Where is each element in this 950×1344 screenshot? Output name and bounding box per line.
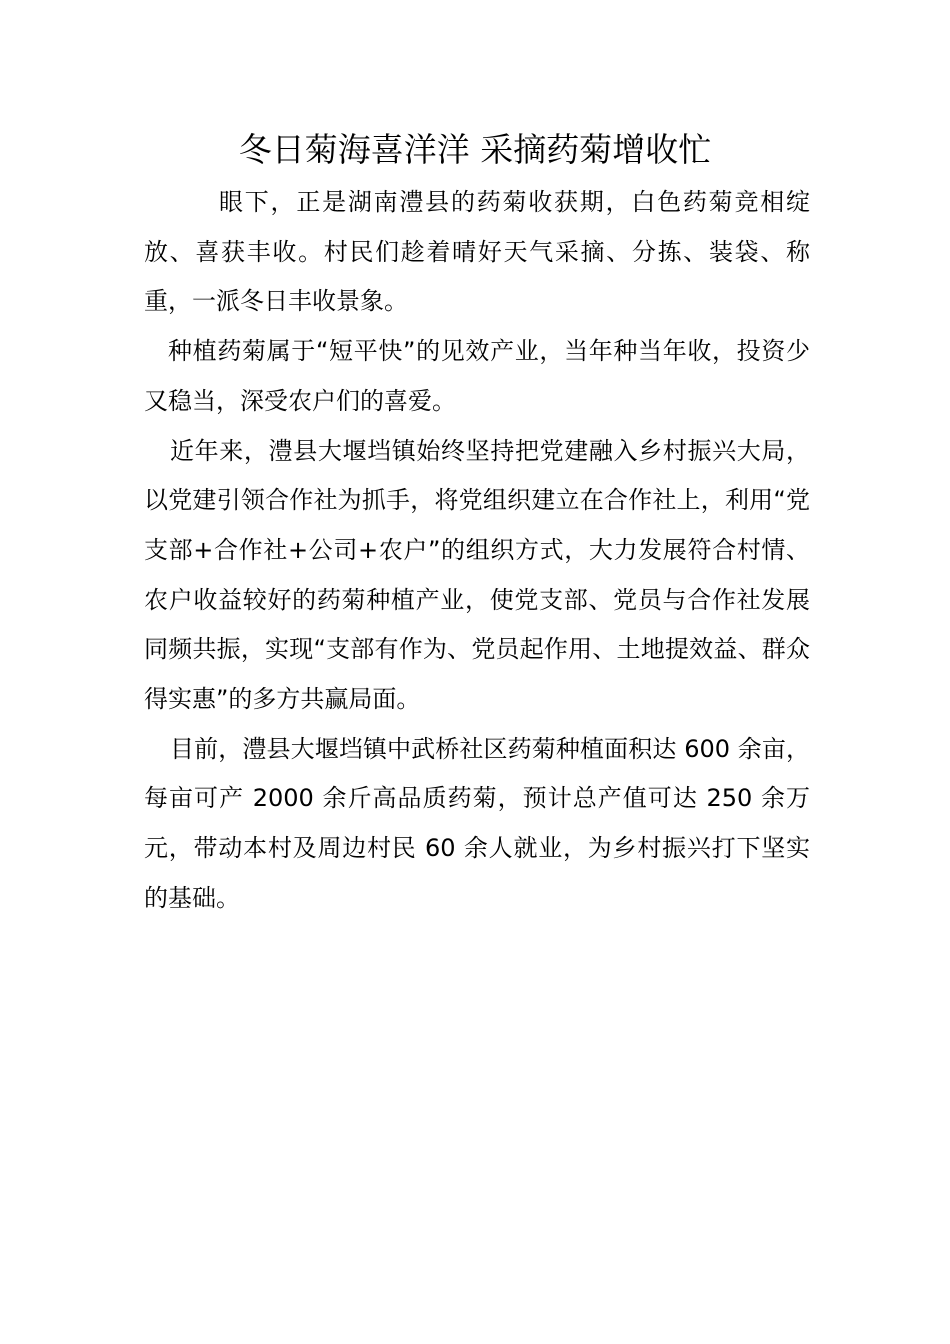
paragraph-output: 目前，澧县大堰垱镇中武桥社区药菊种植面积达 600 余亩，每亩可产 2000 余斤高品质药菊，预计总产值可达 250 余万元，带动本村及周边村民 60 余人就业，为乡村振兴打下坚实的基础。 (144, 734, 810, 912)
paragraph-harvest: 眼下，正是湖南澧县的药菊收获期，白色药菊竞相绽放、喜获丰收。村民们趁着晴好天气采摘、分拣、装袋、称重，一派冬日丰收景象。 (144, 188, 810, 316)
article-body (144, 178, 810, 924)
paragraph-industry: 种植药菊属于“短平快”的见效产业，当年种当年收，投资少又稳当，深受农户们的喜爱。 (144, 337, 810, 415)
paragraph-party-building: 近年来，澧县大堰垱镇始终坚持把党建融入乡村振兴大局，以党建引领合作社为抓手，将党组织建立在合作社上，利用“党支部+合作社+公司+农户”的组织方式，大力发展符合村情、农户收益较好的药菊种植产业，使党支部、党员与合作社发展同频共振，实现“支部有作为、党员起作用、土地提效益、群众得实惠”的多方共赢局面。 (144, 436, 810, 714)
article-title: 冬日菊海喜洋洋 采摘药菊增收忙 (238, 130, 712, 169)
